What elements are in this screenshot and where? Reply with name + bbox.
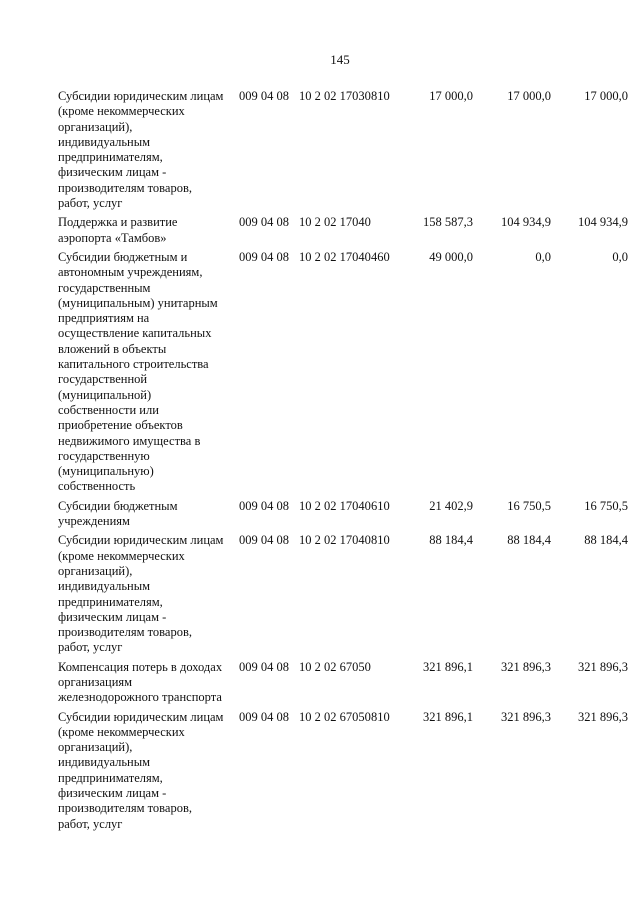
row-amount-year3: 104 934,9 xyxy=(578,215,628,230)
row-name: Компенсация потерь в доходах организациям железнодорожного транспорта xyxy=(58,659,223,705)
page-number: 145 xyxy=(330,52,350,67)
row-expense-type: 810 xyxy=(371,533,390,548)
row-amount-year2: 88 184,4 xyxy=(507,533,551,548)
row-amount-year1: 321 896,1 xyxy=(423,709,473,724)
table-row xyxy=(58,250,628,495)
table-row xyxy=(58,660,628,706)
row-target-article: 10 2 02 17040 xyxy=(299,215,371,230)
row-amount-year3: 0,0 xyxy=(612,249,628,264)
row-code: 009 04 08 xyxy=(239,215,289,230)
row-name: Субсидии юридическим лицам (кроме некоммерческих организаций), индивидуальным предпринимателям, физическим лицам - производителям товаров, работ, услуг xyxy=(58,533,224,655)
row-name: Субсидии бюджетным учреждениям xyxy=(58,498,178,529)
row-expense-type: 810 xyxy=(371,89,390,103)
row-expense-type: 460 xyxy=(371,249,390,264)
row-amount-year3: 17 000,0 xyxy=(584,89,628,103)
budget-table xyxy=(58,89,628,832)
row-amount-year3: 321 896,3 xyxy=(578,659,628,674)
row-amount-year3: 88 184,4 xyxy=(584,533,628,548)
row-amount-year2: 0,0 xyxy=(535,249,551,264)
row-target-article: 10 2 02 17040 xyxy=(299,533,371,548)
row-name: Субсидии юридическим лицам (кроме некоммерческих организаций), индивидуальным предпринимателям, физическим лицам - производителям товаров, работ, услуг xyxy=(58,89,224,211)
row-target-article: 10 2 02 17040 xyxy=(299,498,371,513)
row-amount-year1: 321 896,1 xyxy=(423,659,473,674)
row-amount-year2: 321 896,3 xyxy=(501,709,551,724)
row-amount-year2: 17 000,0 xyxy=(507,89,551,103)
table-row xyxy=(58,89,628,211)
row-code: 009 04 08 xyxy=(239,659,289,674)
row-amount-year1: 17 000,0 xyxy=(429,89,473,103)
row-expense-type xyxy=(371,215,395,246)
row-amount-year3: 16 750,5 xyxy=(584,498,628,513)
row-code: 009 04 08 xyxy=(239,249,289,264)
row-amount-year1: 88 184,4 xyxy=(429,533,473,548)
row-name: Субсидии юридическим лицам (кроме некоммерческих организаций), индивидуальным предпринимателям, физическим лицам - производителям товаров, работ, услуг xyxy=(58,709,224,831)
row-target-article: 10 2 02 67050 xyxy=(299,709,371,724)
table-row xyxy=(58,499,628,530)
row-code: 009 04 08 xyxy=(239,89,289,103)
row-code: 009 04 08 xyxy=(239,533,289,548)
table-row xyxy=(58,710,628,832)
row-amount-year1: 21 402,9 xyxy=(429,498,473,513)
table-row xyxy=(58,215,628,246)
row-expense-type xyxy=(371,660,395,706)
row-amount-year1: 158 587,3 xyxy=(423,215,473,230)
row-amount-year2: 16 750,5 xyxy=(507,498,551,513)
row-code: 009 04 08 xyxy=(239,709,289,724)
row-amount-year2: 321 896,3 xyxy=(501,659,551,674)
row-amount-year3: 321 896,3 xyxy=(578,709,628,724)
row-expense-type: 610 xyxy=(371,498,390,513)
row-name: Поддержка и развитие аэропорта «Тамбов» xyxy=(58,215,178,245)
row-name: Субсидии бюджетным и автономным учреждениям, государственным (муниципальным) унитарным предприятиям на осуществление капитальных вложений в объекты капитального строительства государственной (муниципальной) собственности или приобретение объектов недвижимого имущества в государственную (муниципальную) собственность xyxy=(58,249,218,494)
table-row xyxy=(58,533,628,655)
row-code: 009 04 08 xyxy=(239,498,289,513)
row-expense-type: 810 xyxy=(371,709,390,724)
row-amount-year2: 104 934,9 xyxy=(501,215,551,230)
row-target-article: 10 2 02 67050 xyxy=(299,659,371,674)
row-amount-year1: 49 000,0 xyxy=(429,249,473,264)
row-target-article: 10 2 02 17040 xyxy=(299,249,371,264)
row-target-article: 10 2 02 17030 xyxy=(299,89,371,103)
